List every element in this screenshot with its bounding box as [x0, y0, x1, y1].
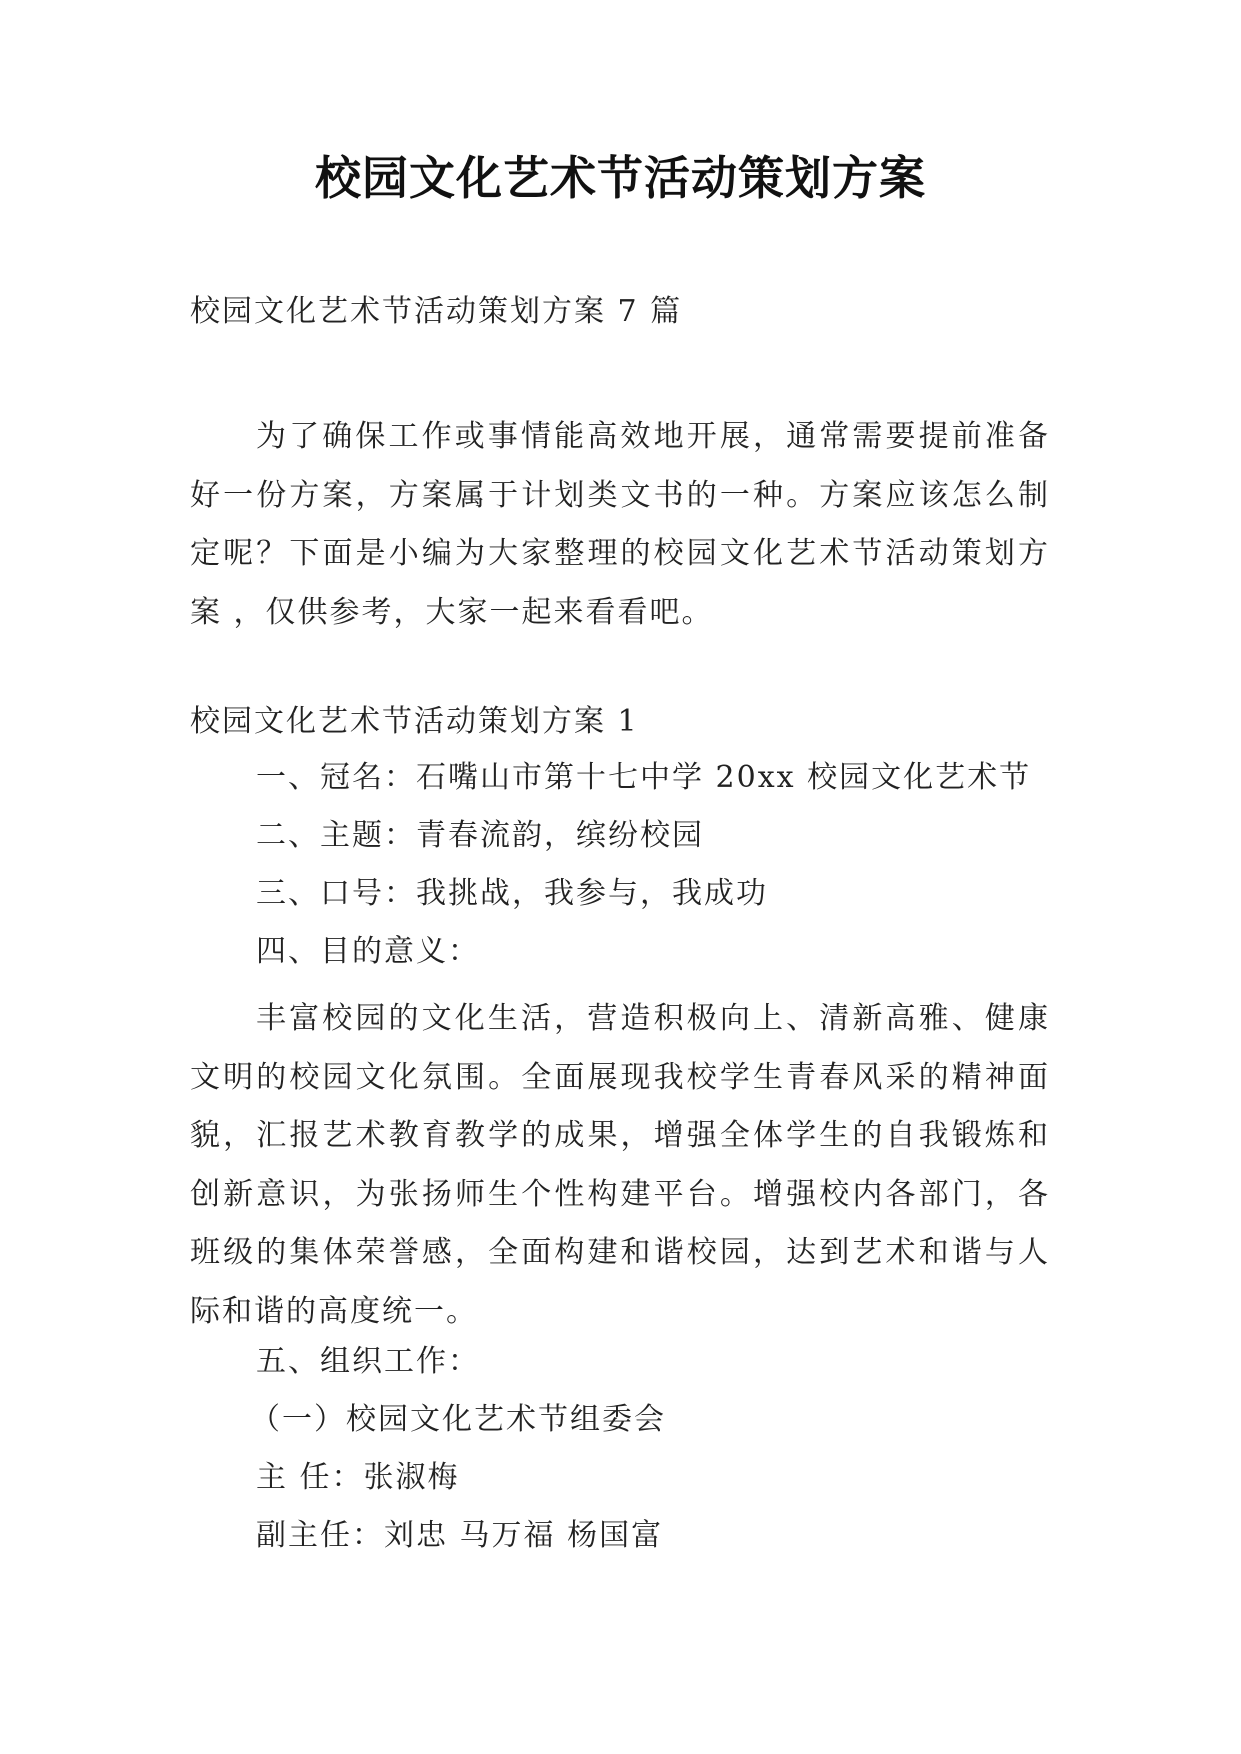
committee-director: 主 任：张淑梅 [256, 1460, 460, 1495]
item-org-heading: 五、组织工作： [256, 1344, 480, 1379]
committee-deputy-director: 副主任：刘忠 马万福 杨国富 [256, 1518, 664, 1553]
document-subtitle: 校园文化艺术节活动策划方案 7 篇 [190, 294, 683, 329]
document-title: 校园文化艺术节活动策划方案 [315, 151, 926, 205]
purpose-paragraph: 丰富校园的文化生活，营造积极向上、清新高雅、健康文明的校园文化氛围。全面展现我校学生青春风采的精神面貌，汇报艺术教育教学的成果，增强全体学生的自我锻炼和创新意识，为张扬师生个性构建平台。增强校内各部门，各班级的集体荣誉感，全面构建和谐校园，达到艺术和谐与人际和谐的高度统一。 [190, 1001, 1050, 1329]
item-theme: 二、主题：青春流韵，缤纷校园 [256, 818, 704, 853]
committee-heading: （一）校园文化艺术节组委会 [250, 1402, 666, 1437]
section-heading: 校园文化艺术节活动策划方案 1 [190, 704, 639, 739]
item-slogan: 三、口号：我挑战，我参与，我成功 [256, 876, 768, 911]
intro-paragraph: 为了确保工作或事情能高效地开展，通常需要提前准备好一份方案，方案属于计划类文书的一种。方案应该怎么制定呢？下面是小编为大家整理的校园文化艺术节活动策划方案 ，仅供参考，大家一起来看看吧。 [190, 419, 1050, 630]
item-purpose-heading: 四、目的意义： [256, 934, 480, 969]
item-name: 一、冠名：石嘴山市第十七中学 20xx 校园文化艺术节 [256, 760, 1032, 795]
